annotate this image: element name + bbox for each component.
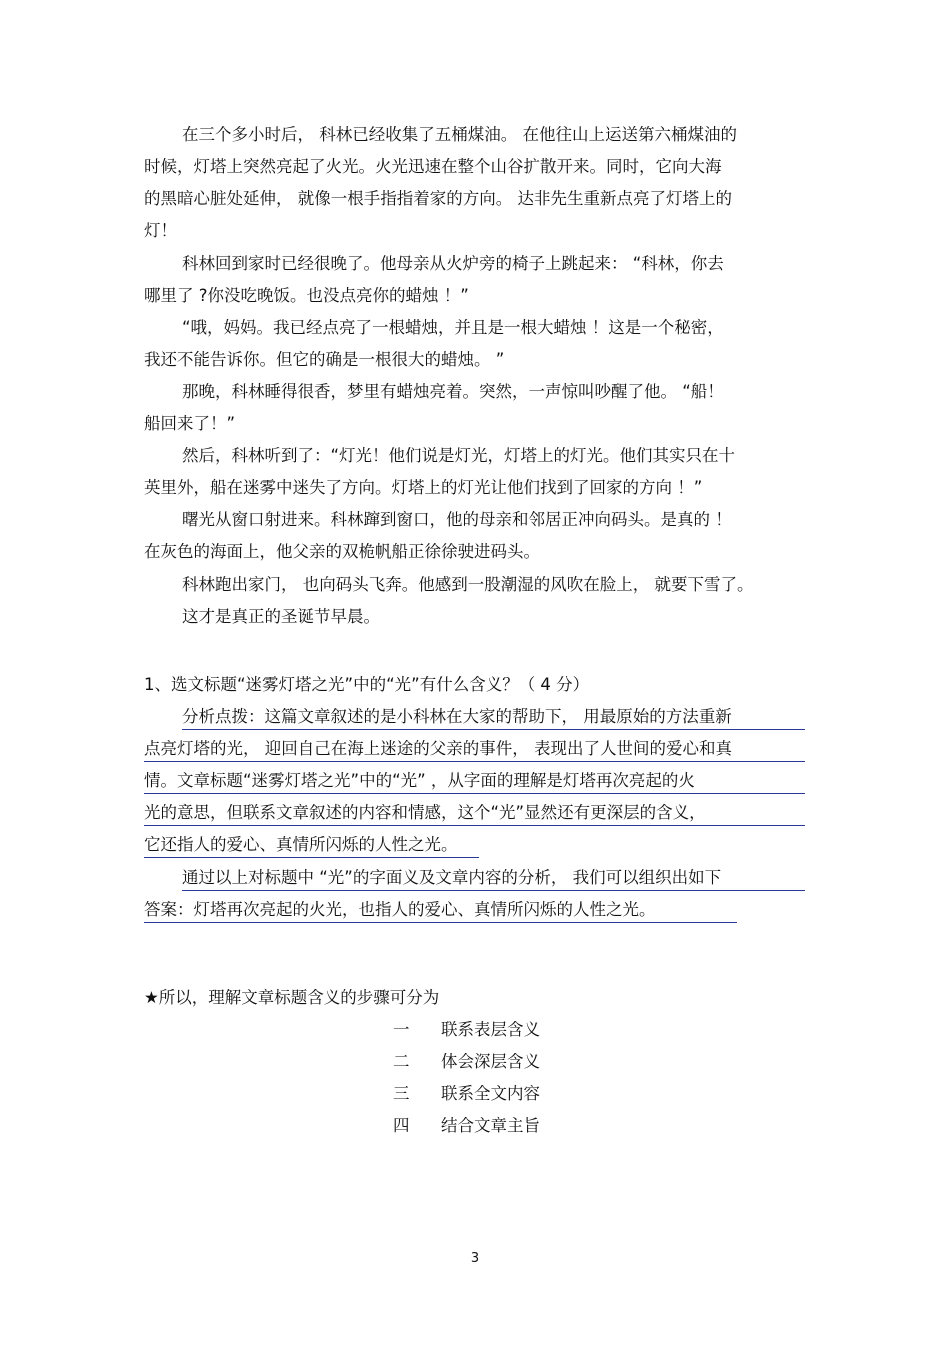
underline <box>182 890 805 891</box>
text-line: 在灰色的海面上，他父亲的双桅帆船正徐徐驶进码头。 <box>144 542 540 561</box>
text-line: 哪里了 ?你没吃晚饭。也没点亮你的蜡烛 ！” <box>144 286 469 305</box>
step-text: 联系全文内容 <box>441 1084 540 1103</box>
analysis-line: 点亮灯塔的光， 迎回自己在海上迷途的父亲的事件， 表现出了人世间的爱心和真 <box>144 739 732 758</box>
analysis-line: 它还指人的爱心、真情所闪烁的人性之光。 <box>144 835 458 854</box>
question-title: 1、选文标题“迷雾灯塔之光”中的“光”有什么含义？（ 4 分） <box>144 675 590 694</box>
story-paragraph-7: 科林跑出家门， 也向码头飞奔。他感到一股潮湿的风吹在脸上， 就要下雪了。 <box>182 575 754 594</box>
analysis-line: 分析点拨：这篇文章叙述的是小科林在大家的帮助下， 用最原始的方法重新 <box>182 707 732 726</box>
text-line: 曙光从窗口射进来。科林蹿到窗口，他的母亲和邻居正冲向码头。是真的 ！ <box>182 510 732 529</box>
summary-intro: ★所以，理解文章标题含义的步骤可分为 <box>144 988 440 1007</box>
underline <box>182 729 805 730</box>
step-number: 四 <box>393 1116 410 1135</box>
step-text: 联系表层含义 <box>441 1020 540 1039</box>
step-item <box>393 1051 540 1073</box>
text-line: 灯！ <box>144 221 177 240</box>
analysis-line: 光的意思，但联系文章叙述的内容和情感，这个“光”显然还有更深层的含义， <box>144 803 706 822</box>
underline <box>144 793 805 794</box>
text-line: 那晚，科林睡得很香，梦里有蜡烛亮着。突然，一声惊叫吵醒了他。 “船！ <box>182 382 724 401</box>
step-number: 三 <box>393 1084 410 1103</box>
step-text: 结合文章主旨 <box>441 1116 540 1135</box>
answer-line: 答案：灯塔再次亮起的火光，也指人的爱心、真情所闪烁的人性之光。 <box>144 900 656 919</box>
text-line: 科林回到家时已经很晚了。他母亲从火炉旁的椅子上跳起来： “科林，你去 <box>182 254 724 273</box>
step-item <box>393 1115 540 1137</box>
text-line: 英里外，船在迷雾中迷失了方向。灯塔上的灯光让他们找到了回家的方向 ！” <box>144 478 703 497</box>
underline <box>144 922 737 923</box>
step-text: 体会深层含义 <box>441 1052 540 1071</box>
text-line: 在三个多小时后， 科林已经收集了五桶煤油。 在他往山上运送第六桶煤油的 <box>182 125 737 144</box>
page-number: 3 <box>470 1251 480 1266</box>
step-item <box>393 1019 540 1041</box>
text-line: 船回来了！” <box>144 414 236 433</box>
answer-line: 通过以上对标题中 “光”的字面义及文章内容的分析， 我们可以组织出如下 <box>182 868 722 887</box>
step-item <box>393 1083 540 1105</box>
story-paragraph-8: 这才是真正的圣诞节早晨。 <box>182 607 380 626</box>
text-line: 然后，科林听到了：“灯光！他们说是灯光，灯塔上的灯光。他们其实只在十 <box>182 446 736 465</box>
underline <box>144 761 805 762</box>
analysis-line: 情。文章标题“迷雾灯塔之光”中的“光” ，从字面的理解是灯塔再次亮起的火 <box>144 771 695 790</box>
text-line: 时候，灯塔上突然亮起了火光。火光迅速在整个山谷扩散开来。同时，它向大海 <box>144 157 722 176</box>
text-line: 的黑暗心脏处延伸， 就像一根手指指着家的方向。 达非先生重新点亮了灯塔上的 <box>144 189 732 208</box>
text-line: 我还不能告诉你。但它的确是一根很大的蜡烛。 ” <box>144 350 505 369</box>
step-number: 二 <box>393 1052 410 1071</box>
underline <box>144 825 805 826</box>
step-number: 一 <box>393 1020 410 1039</box>
text-line: “哦，妈妈。我已经点亮了一根蜡烛，并且是一根大蜡烛 ！这是一个秘密， <box>182 318 724 337</box>
underline <box>144 857 479 858</box>
